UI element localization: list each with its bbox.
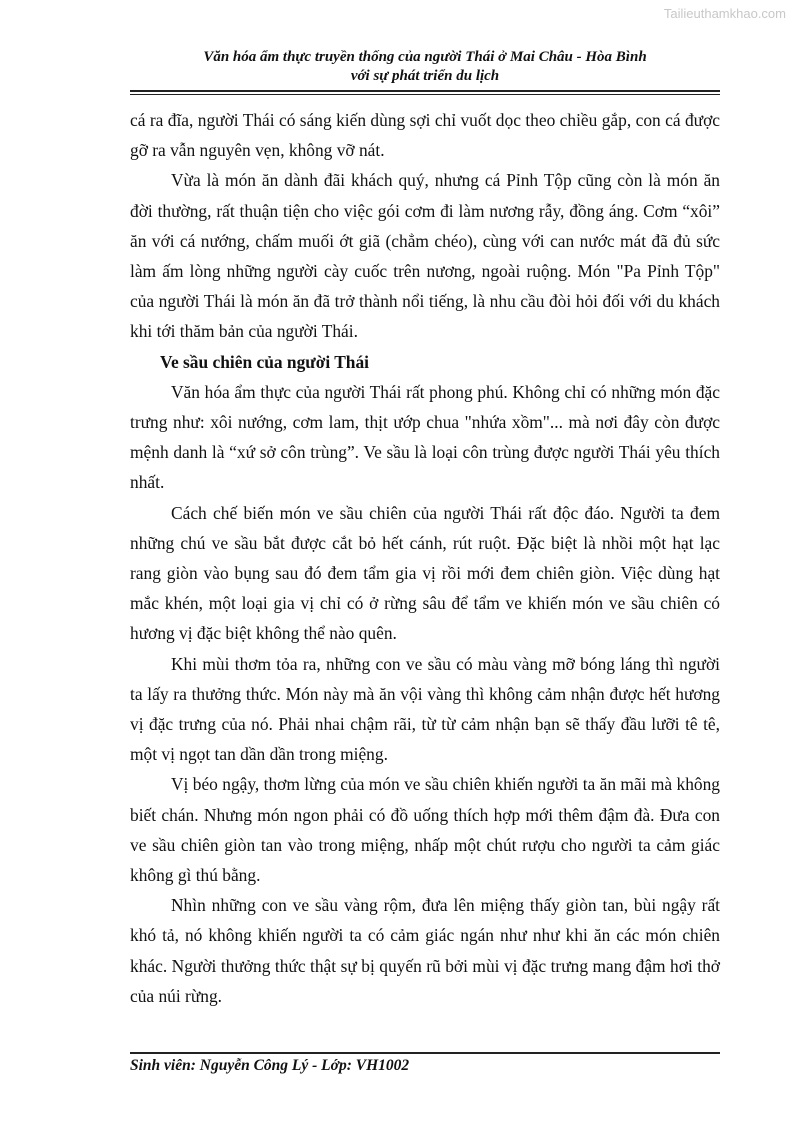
header-title-line2: với sự phát triển du lịch: [350, 68, 500, 84]
page-header: [130, 48, 720, 86]
page-footer: Sinh viên: Nguyễn Công Lý - Lớp: VH1002: [130, 1057, 410, 1074]
paragraph: Văn hóa ẩm thực của người Thái rất phong phú. Không chỉ có những món đặc trưng như: xôi nướng, cơm lam, thịt ướp chua "nhứa xồm"... mà nơi đây còn được mệnh danh là “xứ sở côn trùng”. Ve sầu là loại côn trùng được người Thái yêu thích nhất.: [130, 381, 720, 493]
paragraph: Khi mùi thơm tỏa ra, những con ve sầu có màu vàng mỡ bóng láng thì người ta lấy ra thưởng thức. Món này mà ăn vội vàng thì không cảm nhận được hết hương vị đặc trưng của nó. Phải nhai chậm rãi, từ từ cảm nhận bạn sẽ thấy đầu lưỡi tê tê, một vị ngọt tan dần dần trong miệng.: [130, 653, 720, 765]
footer-divider: [130, 1052, 720, 1054]
paragraph: Cách chế biến món ve sầu chiên của người Thái rất độc đáo. Người ta đem những chú ve sầu bắt được cắt bỏ hết cánh, rút ruột. Đặc biệt là nhồi một hạt lạc rang giòn vào bụng sau đó đem tẩm gia vị rồi mới đem chiên giòn. Việc dùng hạt mắc khén, một loại gia vị chỉ có ở rừng sâu để tẩm ve khiến món ve sầu chiên có hương vị đặc biệt không thể nào quên.: [130, 502, 720, 644]
header-title-line1: Văn hóa ẩm thực truyền thống của người Thái ở Mai Châu - Hòa Bình: [203, 49, 647, 65]
document-body: [130, 105, 720, 1011]
paragraph: Vừa là món ăn dành đãi khách quý, nhưng cá Pỉnh Tộp cũng còn là món ăn đời thường, rất thuận tiện cho việc gói cơm đi làm nương rẫy, đồng áng. Cơm “xôi” ăn với cá nướng, chấm muối ớt giã (chẳm chéo), cùng với can nước mát đã đủ sức làm ấm lòng những người cày cuốc trên nương, ngoài ruộng. Món "Pa Pỉnh Tộp" của người Thái là món ăn đã trở thành nổi tiếng, là nhu cầu đòi hỏi đối với du khách khi tới thăm bản của người Thái.: [130, 170, 720, 342]
header-divider: [130, 90, 720, 92]
paragraph: Vị béo ngậy, thơm lừng của món ve sầu chiên khiến người ta ăn mãi mà không biết chán. Nhưng món ngon phải có đồ uống thích hợp mới thêm đậm đà. Đưa con ve sầu chiên giòn tan vào trong miệng, nhấp một chút rượu cho người ta cảm giác không gì thú bằng.: [130, 774, 720, 886]
paragraph: Nhìn những con ve sầu vàng rộm, đưa lên miệng thấy giòn tan, bùi ngậy rất khó tả, nó không khiến người ta có cảm giác ngán như như khi ăn các món chiên khác. Người thưởng thức thật sự bị quyến rũ bởi mùi vị đặc trưng mang đậm hơi thở của núi rừng.: [130, 895, 720, 1006]
section-heading: Ve sầu chiên của người Thái: [160, 351, 370, 372]
header-divider-thin: [130, 94, 720, 95]
paragraph: cá ra đĩa, người Thái có sáng kiến dùng sợi chỉ vuốt dọc theo chiều gắp, con cá được gỡ ra vẫn nguyên vẹn, không vỡ nát.: [130, 110, 720, 161]
watermark: Tailieuthamkhao.com: [663, 6, 786, 21]
